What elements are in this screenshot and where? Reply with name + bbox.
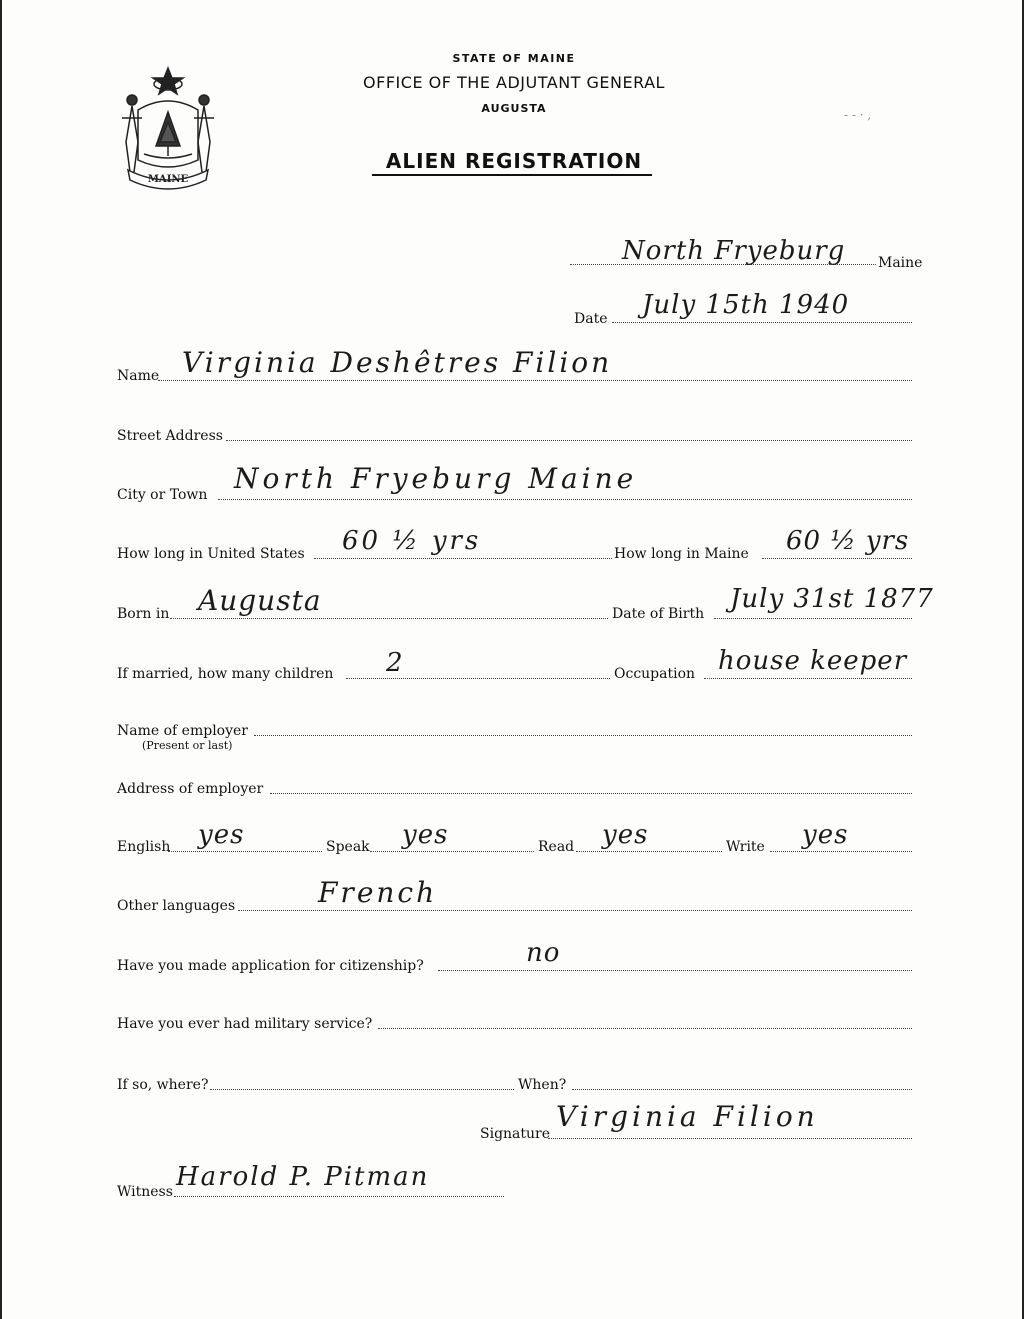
maine-duration-label: How long in Maine [614,546,749,562]
header-office: OFFICE OF THE ADJUTANT GENERAL [363,73,665,92]
us-duration-value: 60 ½ yrs [342,526,482,556]
place-value: North Fryeburg [622,236,846,266]
born-value: Augusta [198,584,322,617]
witness-line [174,1196,504,1197]
other-languages-line [238,910,912,911]
signature-label: Signature [480,1126,551,1142]
speak-line [370,851,534,852]
when-label: When? [518,1077,567,1093]
header-state: STATE OF MAINE [452,52,576,65]
dob-value: July 31st 1877 [730,584,934,614]
title-underline [372,174,652,176]
us-duration-line [314,558,612,559]
military-line [378,1028,912,1029]
employer-address-line [270,793,912,794]
military-label: Have you ever had military service? [117,1016,373,1032]
maine-duration-line [762,558,912,559]
when-line [572,1089,912,1090]
where-label: If so, where? [117,1077,209,1093]
maine-duration-value: 60 ½ yrs [786,526,910,556]
children-value: 2 [386,648,404,678]
date-value: July 15th 1940 [642,290,850,320]
date-line [612,322,912,323]
name-line [158,380,912,381]
read-value: yes [602,820,649,850]
citizenship-line [438,970,912,971]
born-line [170,618,608,619]
english-value: yes [198,820,245,850]
write-line [770,851,912,852]
date-label: Date [574,311,608,327]
place-suffix-label: Maine [878,255,923,271]
children-label: If married, how many children [117,666,334,682]
other-languages-value: French [318,876,438,909]
employer-label: Name of employer [117,723,248,739]
read-label: Read [538,839,575,855]
name-value: Virginia Deshêtres Filion [182,346,613,379]
us-duration-label: How long in United States [117,546,305,562]
signature-value: Virginia Filion [556,1100,819,1133]
city-value: North Fryeburg Maine [234,462,638,495]
dob-label: Date of Birth [612,606,705,622]
signature-line [548,1138,912,1139]
occupation-line [704,678,912,679]
employer-address-label: Address of employer [117,781,264,797]
occupation-value: house keeper [718,646,908,676]
page-title: ALIEN REGISTRATION [385,149,643,173]
speak-value: yes [402,820,449,850]
name-label: Name [117,368,160,384]
street-line [226,440,912,441]
svg-text:MAINE: MAINE [147,174,189,185]
occupation-label: Occupation [614,666,696,682]
where-line [210,1089,514,1090]
witness-label: Witness [117,1184,173,1200]
english-line [168,851,322,852]
other-languages-label: Other languages [117,898,236,914]
citizenship-label: Have you made application for citizenship? [117,958,424,974]
speak-label: Speak [326,839,370,855]
city-line [218,499,912,500]
born-label: Born in [117,606,170,622]
stray-mark: - - · , [844,108,872,122]
write-value: yes [802,820,849,850]
write-label: Write [726,839,765,855]
employer-sublabel: (Present or last) [142,739,233,752]
read-line [576,851,722,852]
dob-line [714,618,912,619]
witness-value: Harold P. Pitman [176,1162,430,1192]
citizenship-value: no [526,938,561,968]
city-label: City or Town [117,487,208,503]
english-label: English [117,839,171,855]
header-city: AUGUSTA [481,102,547,115]
employer-line [254,735,912,736]
street-label: Street Address [117,428,223,444]
children-line [346,678,610,679]
